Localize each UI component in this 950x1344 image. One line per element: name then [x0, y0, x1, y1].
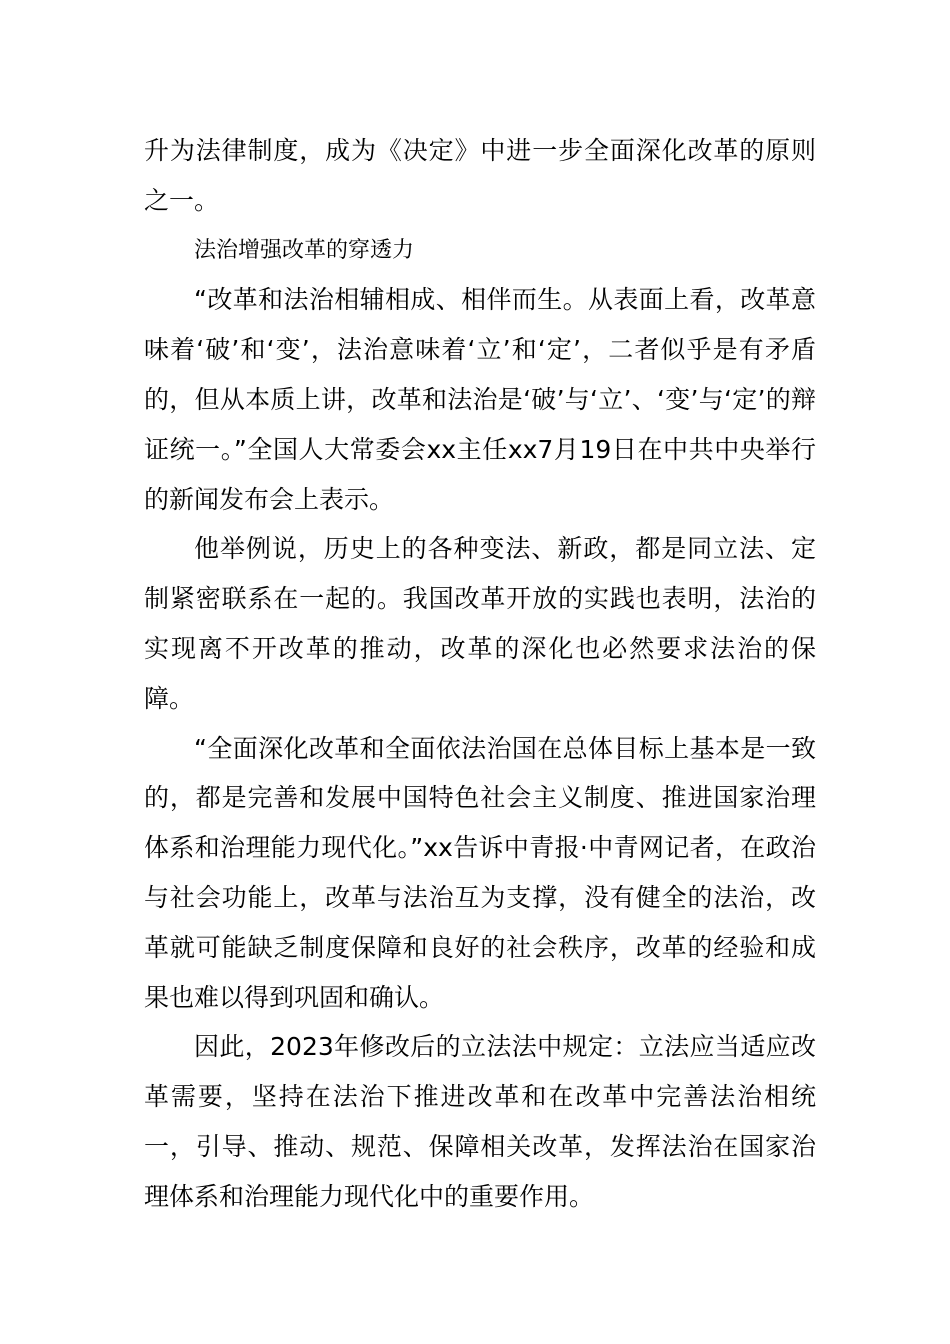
paragraph-overall-goals: “全面深化改革和全面依法治国在总体目标上基本是一致的，都是完善和发展中国特色社会主义制度、推进国家治理体系和治理能力现代化。”xx告诉中青报·中青网记者，在政治与社会功能上，改革与法治互为支撑，没有健全的法治，改革就可能缺乏制度保障和良好的社会秩序，改革的经验和成果也难以得到巩固和确认。 [144, 733, 816, 1012]
paragraph-historical-examples: 他举例说，历史上的各种变法、新政，都是同立法、定制紧密联系在一起的。我国改革开放的实践也表明，法治的实现离不开改革的推动，改革的深化也必然要求法治的保障。 [144, 534, 816, 713]
paragraph-continuation: 升为法律制度，成为《决定》中进一步全面深化改革的原则之一。 [144, 136, 816, 215]
paragraph-quote-reform-rule-of-law: “改革和法治相辅相成、相伴而生。从表面上看，改革意味着‘破’和‘变’，法治意味着‘立’和‘定’，二者似乎是有矛盾的，但从本质上讲，改革和法治是‘破’与‘立’、‘变’与‘定’的辩证统一。”全国人大常委会xx主任xx7月19日在中共中央举行的新闻发布会上表示。 [144, 285, 816, 514]
paragraph-legislation-law: 因此，2023年修改后的立法法中规定：立法应当适应改革需要，坚持在法治下推进改革和在改革中完善法治相统一，引导、推动、规范、保障相关改革，发挥法治在国家治理体系和治理能力现代化中的重要作用。 [144, 1032, 816, 1211]
document-body [144, 126, 816, 1222]
section-heading: 法治增强改革的穿透力 [194, 237, 415, 263]
